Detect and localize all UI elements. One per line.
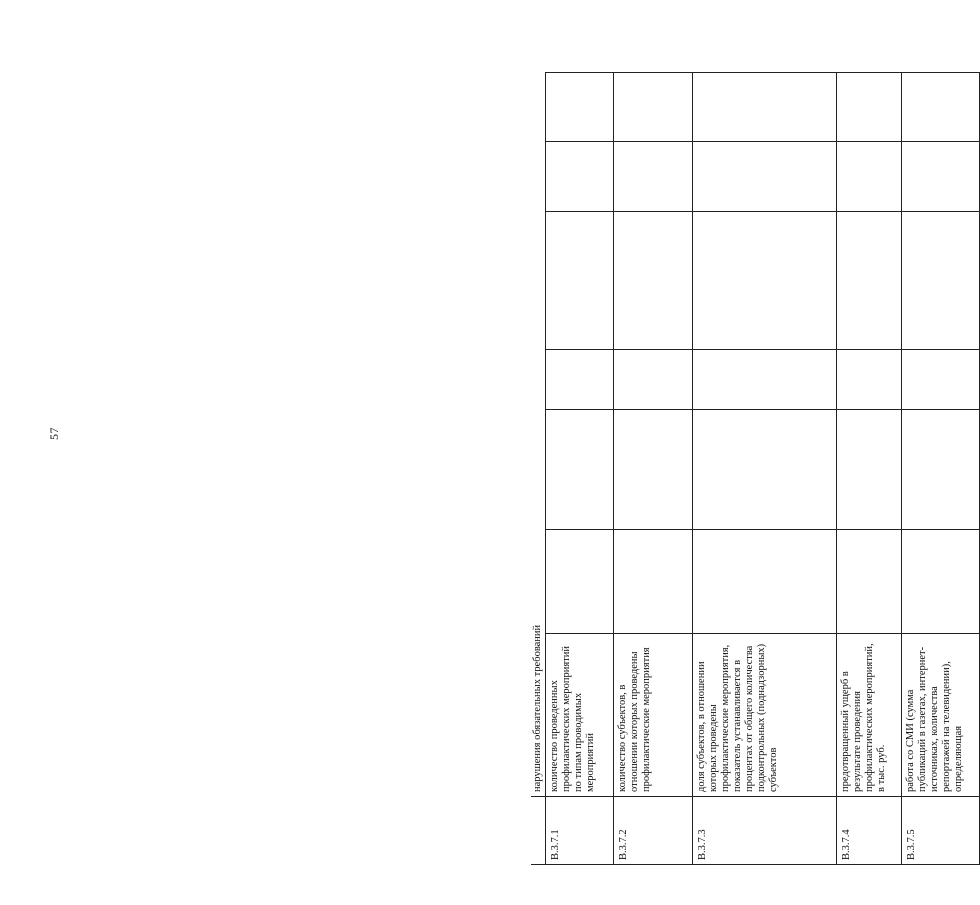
row-description: количество субъектов, в отношении которых проведены профилактические мероприятия: [614, 634, 693, 797]
indicators-table: [531, 72, 980, 865]
empty-cell: [693, 350, 837, 410]
empty-cell: [546, 212, 614, 350]
empty-cell: [693, 73, 837, 142]
table-header-continuation-row: [531, 73, 546, 865]
empty-cell: [902, 410, 980, 530]
row-description: работа со СМИ (сумма публикаций в газетах, интернет-источниках, количества репортажей на телевидении), определяющая: [902, 634, 980, 797]
empty-cell: [546, 350, 614, 410]
empty-cell: [693, 410, 837, 530]
empty-cell: [902, 73, 980, 142]
empty-cell: [693, 530, 837, 634]
empty-cell: [546, 142, 614, 212]
row-code: В.3.7.5: [902, 797, 980, 865]
empty-cell: [693, 212, 837, 350]
table-row: [614, 73, 693, 865]
empty-cell: [902, 212, 980, 350]
empty-cell: [837, 142, 902, 212]
empty-cell: [614, 212, 693, 350]
row-code: В.3.7.3: [693, 797, 837, 865]
empty-cell: [614, 73, 693, 142]
empty-cell: [614, 530, 693, 634]
empty-cell: [546, 410, 614, 530]
empty-cell: [693, 142, 837, 212]
table-row: [693, 73, 837, 865]
empty-cell: [614, 142, 693, 212]
empty-cell: [837, 530, 902, 634]
empty-cell: [902, 530, 980, 634]
row-description: предотвращенный ущерб в результате проведения профилактических мероприятий, в тыс. руб.: [837, 634, 902, 797]
empty-cell: [614, 350, 693, 410]
table-row: [902, 73, 980, 865]
page-number: 57: [47, 427, 61, 440]
empty-cell: [902, 350, 980, 410]
empty-cell: [837, 410, 902, 530]
empty-cell: [614, 410, 693, 530]
row-code: В.3.7.2: [614, 797, 693, 865]
row-code: В.3.7.4: [837, 797, 902, 865]
header-continuation-cell: нарушения обязательных требований: [531, 73, 546, 797]
empty-cell: [837, 212, 902, 350]
empty-cell: [837, 73, 902, 142]
row-description: доля субъектов, в отношении которых проведены профилактические мероприятия, показатель устанавливается в процентах от общего количества подконтрольных (поднадзорных) субъектов: [693, 634, 837, 797]
empty-cell: [837, 350, 902, 410]
row-code: В.3.7.1: [546, 797, 614, 865]
empty-cell: [546, 530, 614, 634]
table-row: [837, 73, 902, 865]
row-description: количество проведенных профилактических мероприятий по типам проводимых мероприятий: [546, 634, 614, 797]
header-empty-cell: [531, 797, 546, 865]
empty-cell: [546, 73, 614, 142]
table-row: [546, 73, 614, 865]
empty-cell: [902, 142, 980, 212]
